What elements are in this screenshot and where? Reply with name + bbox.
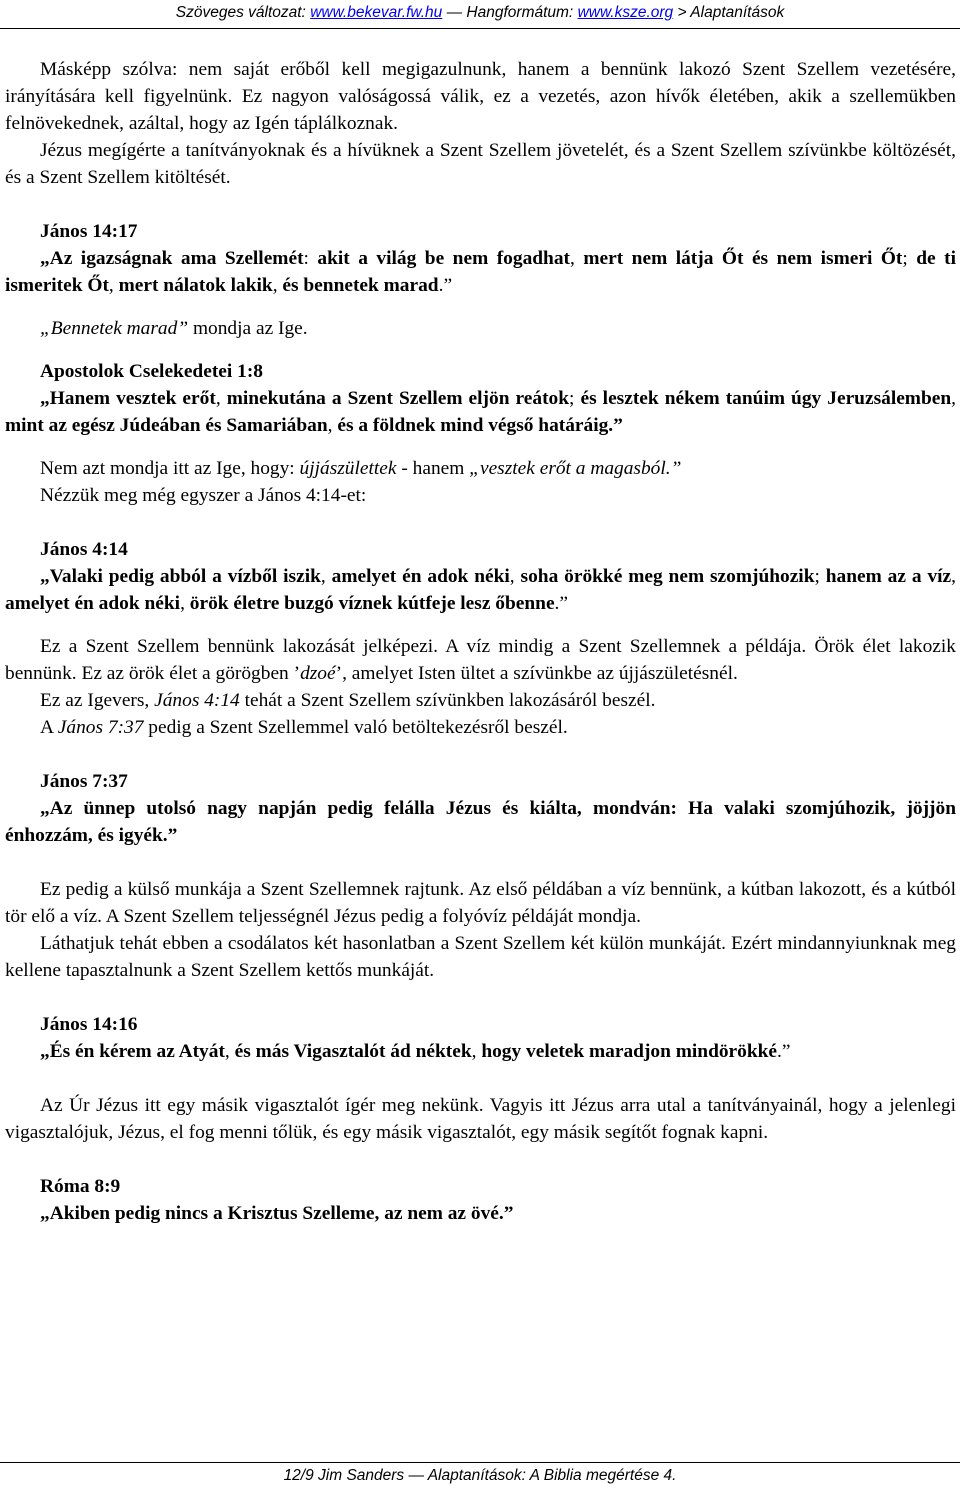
header-dash: —	[446, 4, 463, 21]
page-footer: 12/9 Jim Sanders — Alaptanítások: A Biblia megértése 4.	[283, 1467, 677, 1484]
scripture-quote: „És én kérem az Atyát, és más Vigasztalót ád néktek, hogy veletek maradjon mindörökké.”	[40, 1041, 791, 1062]
paragraph: Nem azt mondja itt az Ige, hogy: újjászülettek - hanem „vesztek erőt a magasból.”	[40, 458, 682, 479]
text-version-link[interactable]: www.bekevar.fw.hu	[310, 4, 443, 21]
scripture-reference: Apostolok Cselekedetei 1:8	[40, 361, 263, 382]
document-body	[5, 56, 956, 1227]
paragraph: Láthatjuk tehát ebben a csodálatos két hasonlatban a Szent Szellem két külön munkáját. Ezért mindannyiunknak meg kellene tapasztalnunk a Szent Szellem kettős munkáját.	[5, 933, 956, 981]
scripture-reference: János 4:14	[40, 539, 128, 560]
paragraph: Másképp szólva: nem saját erőből kell megigazulnunk, hanem a bennünk lakozó Szent Szellem vezetésére, irányítására kell figyelnünk. Ez nagyon valóságossá válik, ez a vezetés, azon hívők életében, akik a szellemükben felnövekednek, azáltal, hogy az Igén táplálkoznak.	[5, 59, 956, 134]
scripture-quote: „Az ünnep utolsó nagy napján pedig felálla Jézus és kiálta, mondván: Ha valaki szomjúhozik, jöjjön énhozzám, és igyék.”	[5, 798, 956, 846]
scripture-quote: „Az igazságnak ama Szellemét: akit a világ be nem fogadhat, mert nem látja Őt és nem ismeri Őt; de ti ismeritek Őt, mert nálatok lakik, és bennetek marad.”	[5, 248, 956, 296]
breadcrumb-section: Alaptanítások	[690, 4, 785, 21]
paragraph: A János 7:37 pedig a Szent Szellemmel való betöltekezésről beszél.	[40, 717, 568, 738]
audio-label: Hangformátum:	[466, 4, 574, 21]
footer-divider	[0, 1462, 960, 1463]
paragraph: Ez pedig a külső munkája a Szent Szellemnek rajtunk. Az első példában a víz bennünk, a kútban lakozott, és a kútból tör elő a víz. A Szent Szellem teljességnél Jézus pedig a folyóvíz példáját mondja.	[5, 879, 956, 927]
paragraph: Ez az Igevers, János 4:14 tehát a Szent Szellem szívünkben lakozásáról beszél.	[40, 690, 656, 711]
page-header	[0, 2, 960, 24]
scripture-reference: János 14:17	[40, 221, 138, 242]
scripture-reference: János 14:16	[40, 1014, 138, 1035]
paragraph: Ez a Szent Szellem bennünk lakozását jelképezi. A víz mindig a Szent Szellemnek a példája. Örök élet lakozik bennünk. Ez az örök élet a görögben ’dzoé’, amelyet Isten ültet a szívünkbe az újjászületésnél.	[5, 636, 956, 684]
breadcrumb-separator: >	[677, 4, 687, 21]
scripture-quote: „Hanem vesztek erőt, minekutána a Szent Szellem eljön reátok; és lesztek nékem tanúim úgy Jeruzsálemben, mint az egész Júdeában és Samariában, és a földnek mind végső határáig.”	[5, 388, 956, 436]
text-version-label: Szöveges változat:	[175, 4, 306, 21]
header-divider	[0, 28, 960, 29]
scripture-reference: Róma 8:9	[40, 1176, 121, 1197]
scripture-quote: „Valaki pedig abból a vízből iszik, amelyet én adok néki, soha örökké meg nem szomjúhozik; hanem az a víz, amelyet én adok néki, örök életre buzgó víznek kútfeje lesz őbenne.”	[5, 566, 956, 614]
paragraph: Nézzük meg még egyszer a János 4:14-et:	[40, 485, 367, 506]
audio-link[interactable]: www.ksze.org	[577, 4, 674, 21]
paragraph: Jézus megígérte a tanítványoknak és a hívüknek a Szent Szellem jövetelét, és a Szent Szellem szívünkbe költözését, és a Szent Szellem kitöltését.	[5, 140, 956, 188]
scripture-reference: János 7:37	[40, 771, 128, 792]
scripture-quote: „Akiben pedig nincs a Krisztus Szelleme, az nem az övé.”	[40, 1203, 514, 1224]
paragraph: Az Úr Jézus itt egy másik vigasztalót ígér meg nekünk. Vagyis itt Jézus arra utal a tanítványainál, hogy a jelenlegi vigasztalójuk, Jézus, el fog menni tőlük, és egy másik vigasztalót, egy másik segítőt fognak kapni.	[5, 1095, 956, 1143]
paragraph: „Bennetek marad” mondja az Ige.	[40, 318, 308, 339]
